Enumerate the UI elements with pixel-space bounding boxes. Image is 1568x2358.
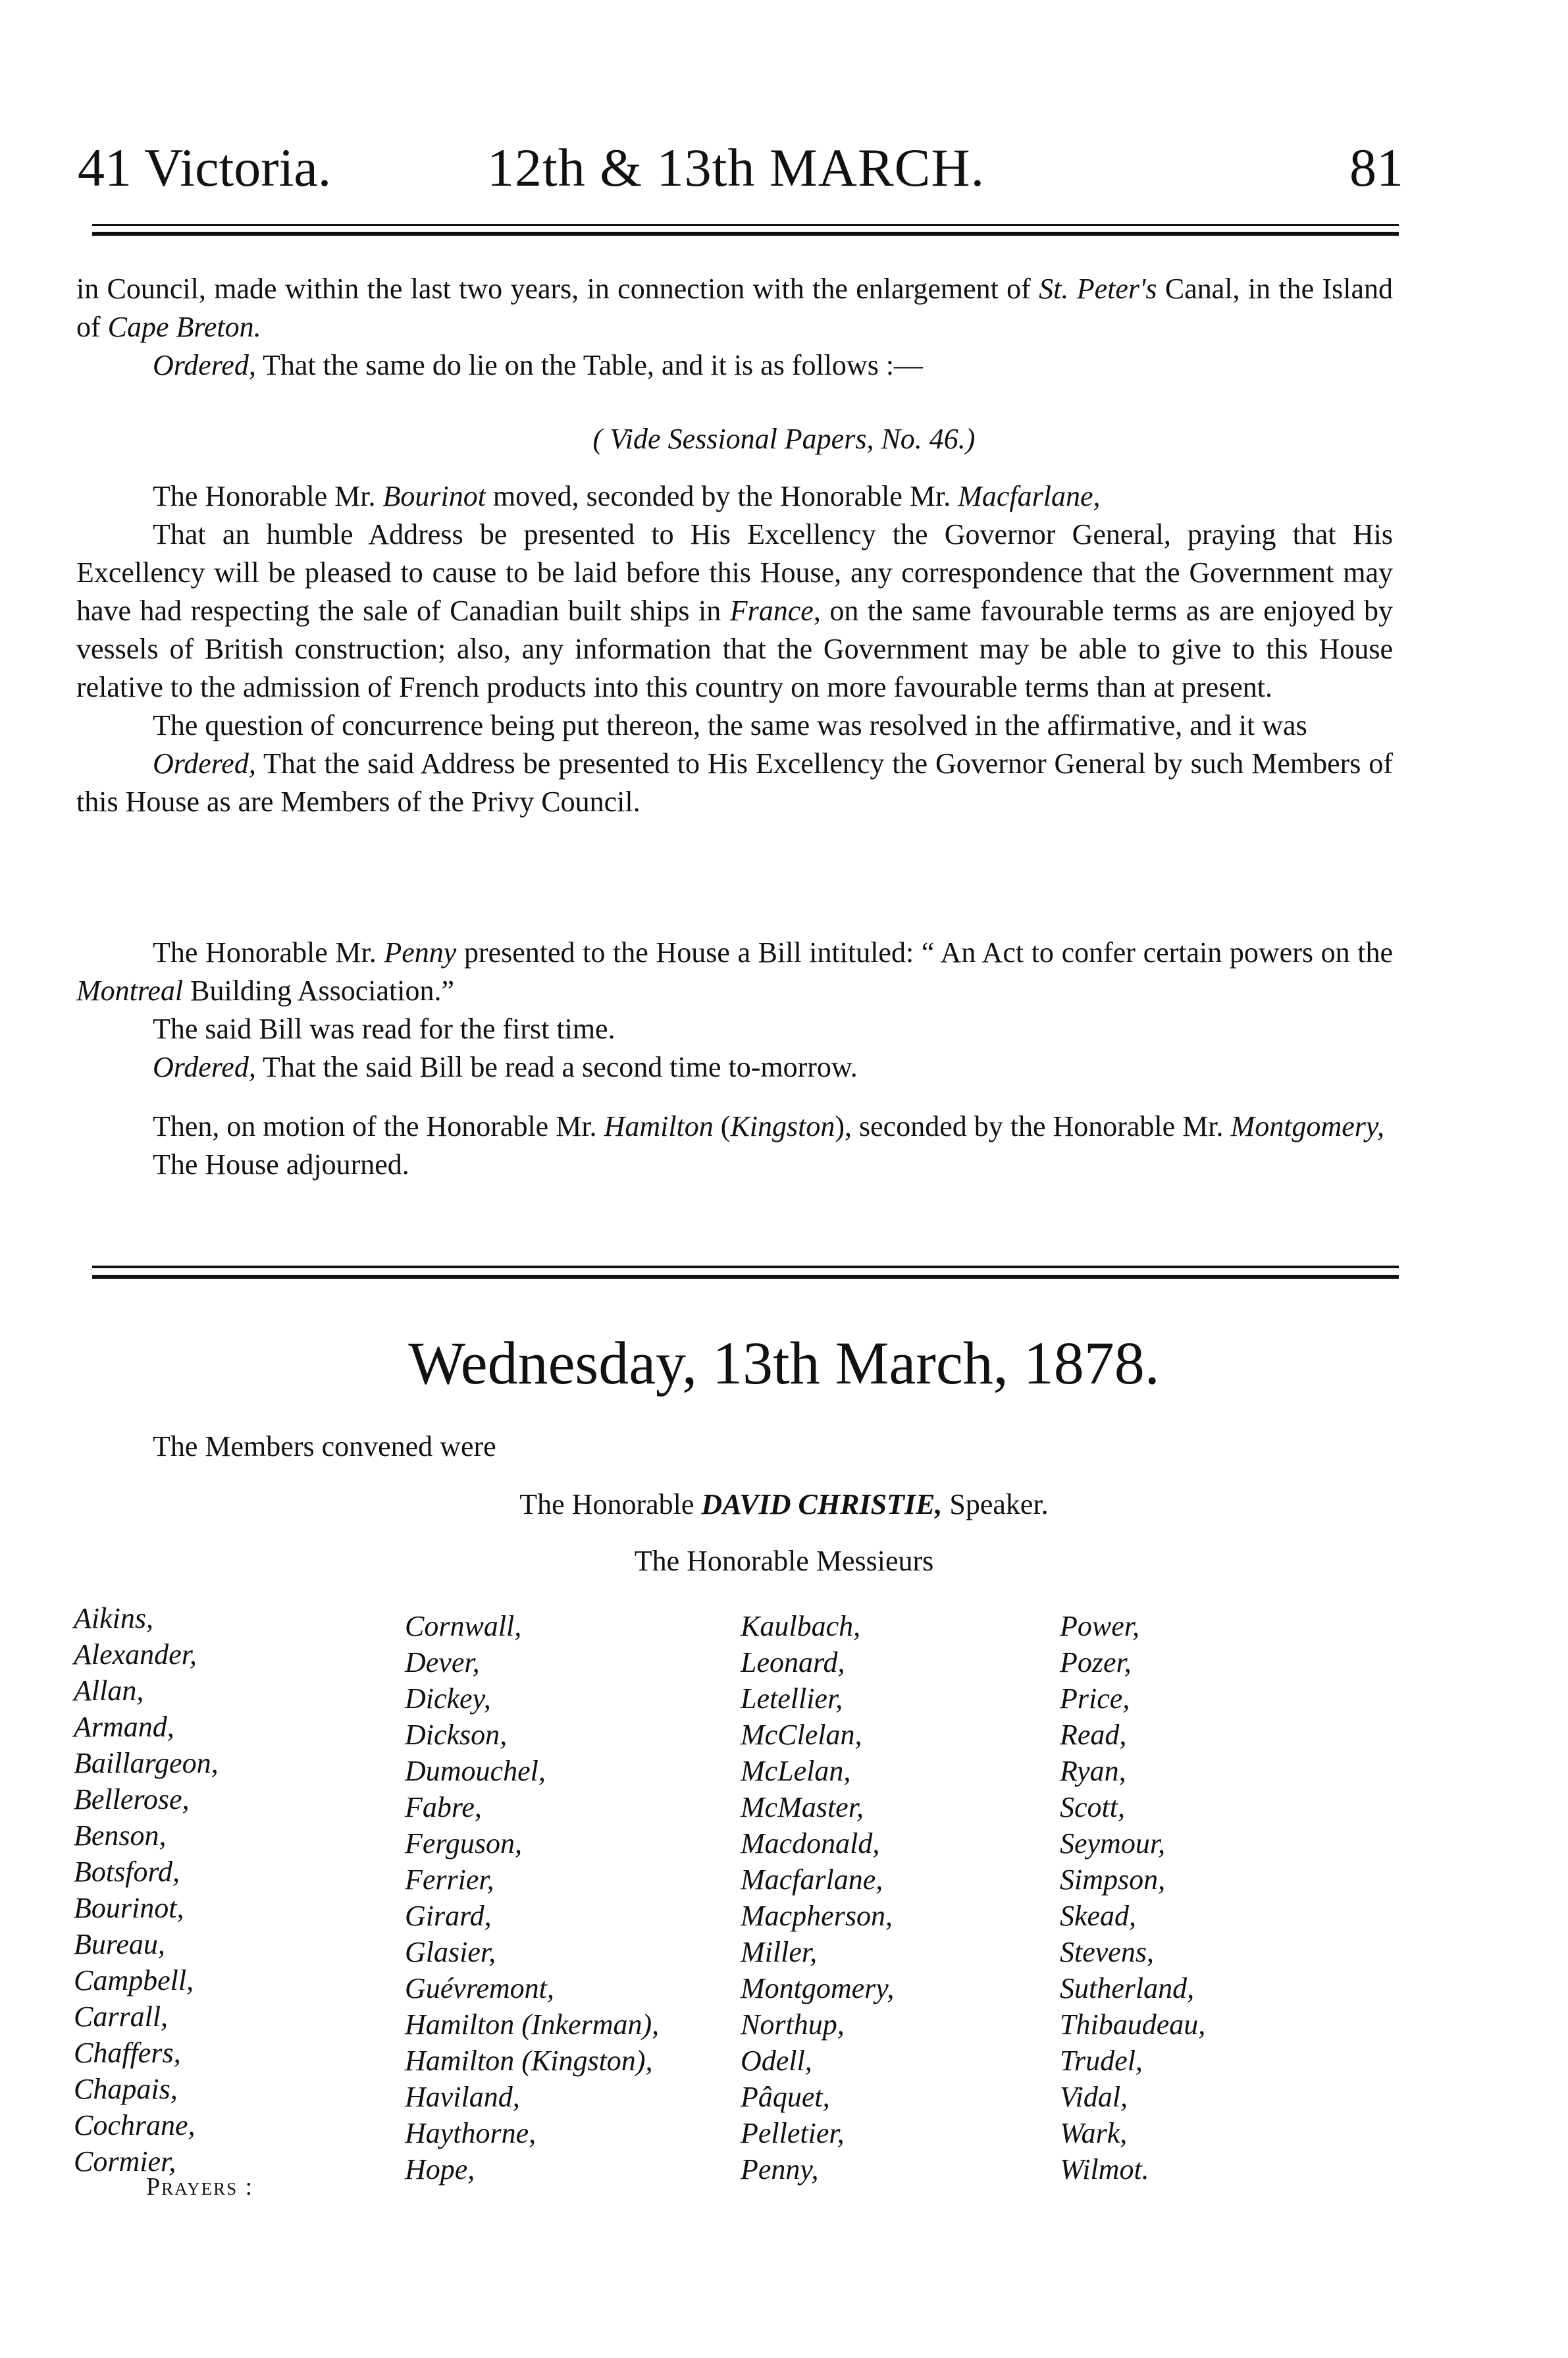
member-name: Guévremont, [405, 1972, 554, 2004]
member-name: Leonard, [741, 1646, 845, 1678]
member-name: Ryan, [1060, 1755, 1126, 1787]
member-name: Armand, [74, 1711, 174, 1743]
member-name: Seymour, [1060, 1827, 1166, 1860]
member-name: Hamilton (Kingston), [405, 2045, 653, 2077]
sitting-date-heading: Wednesday, 13th March, 1878. [408, 1329, 1160, 1397]
member-name: Pâquet, [741, 2081, 830, 2113]
member-name: Scott, [1060, 1791, 1125, 1823]
member-name: Wark, [1060, 2117, 1128, 2149]
member-name: Macfarlane, [741, 1863, 883, 1896]
member-name: Glasier, [405, 1936, 496, 1968]
member-name: Vidal, [1060, 2081, 1128, 2113]
member-name: Pozer, [1060, 1646, 1132, 1678]
member-name: Dumouchel, [405, 1755, 546, 1787]
member-name: Botsford, [74, 1856, 180, 1888]
members-column-2 [405, 1608, 659, 2187]
messieurs-heading: The Honorable Messieurs [634, 1545, 934, 1577]
section-rule-thick [92, 1275, 1399, 1279]
prayers-heading: Prayers : [146, 2173, 254, 2201]
member-name: Dever, [405, 1646, 480, 1678]
member-name: Skead, [1060, 1900, 1137, 1932]
members-column-3 [741, 1608, 894, 2187]
ordered-address: Ordered, That the said Address be presented to His Excellency the Governor General by such Members of this House as are Members of the Privy Council. [76, 747, 1393, 818]
member-name: Alexander, [74, 1638, 197, 1671]
member-name: Fabre, [405, 1791, 482, 1823]
member-name: Kaulbach, [741, 1610, 861, 1642]
member-name: Odell, [741, 2045, 812, 2077]
ordered-on-table: Ordered, That the same do lie on the Table, and it is as follows :— [153, 349, 924, 381]
member-name: Campbell, [74, 1964, 194, 1996]
header-session: 41 Victoria. [78, 138, 332, 198]
member-name: Montgomery, [741, 1972, 895, 2004]
member-name: Sutherland, [1060, 1972, 1195, 2004]
member-name: Allan, [74, 1675, 144, 1707]
header-rule-thin [92, 224, 1399, 226]
member-name: McClelan, [741, 1719, 862, 1751]
adjournment [76, 1108, 1393, 1184]
return-continuation [76, 270, 1393, 385]
member-name: Read, [1060, 1719, 1127, 1751]
member-name: Hope, [405, 2153, 475, 2185]
member-name: Baillargeon, [74, 1747, 219, 1779]
member-name: Cochrane, [74, 2109, 196, 2141]
member-name: Chaffers, [74, 2037, 181, 2069]
page-number: 81 [1349, 138, 1403, 198]
member-name: Miller, [741, 1936, 818, 1968]
member-name: Cormier, [74, 2145, 176, 2178]
member-name: Girard, [405, 1900, 492, 1932]
section-rule-thin [92, 1266, 1399, 1268]
member-name: Stevens, [1060, 1936, 1154, 1968]
member-name: Macdonald, [741, 1827, 880, 1860]
sessional-papers-reference: ( Vide Sessional Papers, No. 46.) [592, 423, 976, 455]
member-name: Cornwall, [405, 1610, 522, 1642]
member-name: Bourinot, [74, 1892, 184, 1924]
question-concurrence: The question of concurrence being put thereon, the same was resolved in the affirmative, and it was [153, 709, 1307, 741]
member-name: Carrall, [74, 2000, 169, 2033]
member-name: Pelletier, [741, 2117, 845, 2149]
members-column-1 [74, 1600, 219, 2180]
header-rule-thick [92, 232, 1399, 236]
ordered-second-reading: Ordered, That the said Bill be read a second time to-morrow. [153, 1051, 858, 1083]
bill-intituled: The Honorable Mr. Penny presented to the House a Bill intituled: “ An Act to confer certain powers on the Montreal Building Association.” [76, 936, 1393, 1007]
member-name: Bellerose, [74, 1783, 190, 1815]
member-name: Thibaudeau, [1060, 2008, 1206, 2041]
address-text: That an humble Address be presented to His Excellency the Governor General, praying that His Excellency will be pleased to cause to be laid before this House, any correspondence that the Government may have had respecting the sale of Canadian built ships in France, on the same favourable terms as are enjoyed by vessels of British construction; also, any information that the Government may be able to give to this House relative to the admission of French products into this country on more favourable terms than at present. [76, 518, 1393, 703]
motion-mover: The Honorable Mr. Bourinot moved, seconded by the Honorable Mr. Macfarlane, [153, 480, 1101, 512]
member-name: Dickey, [405, 1682, 491, 1715]
member-name: Hamilton (Inkerman), [405, 2008, 660, 2041]
adjournment-motion: Then, on motion of the Honorable Mr. Hamilton (Kingston), seconded by the Honorable Mr. Montgomery, [153, 1110, 1384, 1142]
speaker-line: The Honorable DAVID CHRISTIE, Speaker. [519, 1488, 1049, 1520]
member-name: Simpson, [1060, 1863, 1166, 1896]
address-motion [76, 477, 1393, 821]
member-name: Penny, [741, 2153, 819, 2185]
member-name: Haviland, [405, 2081, 520, 2113]
member-name: McMaster, [741, 1791, 864, 1823]
member-name: Letellier, [741, 1682, 843, 1715]
member-name: Benson, [74, 1819, 167, 1852]
member-name: Bureau, [74, 1928, 165, 1960]
member-name: Price, [1060, 1682, 1130, 1715]
bill-first-reading: The said Bill was read for the first time. [153, 1013, 615, 1045]
member-name: Wilmot. [1060, 2153, 1149, 2185]
bill-presentation [76, 934, 1393, 1086]
member-name: Dickson, [405, 1719, 508, 1751]
member-name: Aikins, [74, 1602, 153, 1634]
member-name: Ferrier, [405, 1863, 494, 1896]
members-column-4 [1060, 1608, 1205, 2187]
members-convened: The Members convened were [153, 1430, 496, 1462]
header-dates: 12th & 13th MARCH. [487, 138, 985, 198]
member-name: Haythorne, [405, 2117, 536, 2149]
house-adjourned: The House adjourned. [153, 1148, 409, 1181]
member-name: Ferguson, [405, 1827, 523, 1860]
member-name: McLelan, [741, 1755, 851, 1787]
member-name: Northup, [741, 2008, 845, 2041]
member-name: Macpherson, [741, 1900, 893, 1932]
return-paragraph: in Council, made within the last two years, in connection with the enlargement of St. Peter's Canal, in the Island of Cape Breton. [76, 273, 1393, 343]
member-name: Power, [1060, 1610, 1139, 1642]
member-name: Trudel, [1060, 2045, 1143, 2077]
member-name: Chapais, [74, 2073, 178, 2105]
